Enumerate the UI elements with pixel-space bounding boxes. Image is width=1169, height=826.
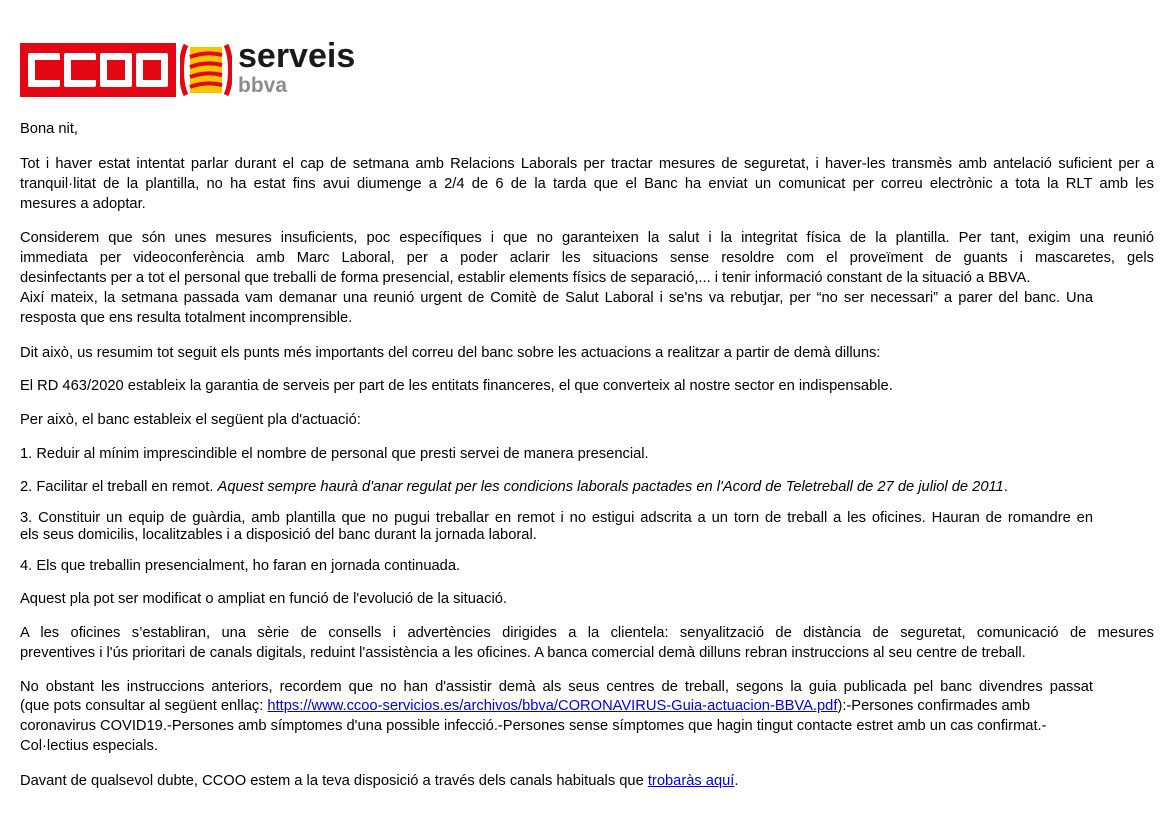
- paragraph-8-line-4: Col·lectius especials.: [20, 738, 158, 754]
- paragraph-5: Per això, el banc estableix el següent pla d'actuació:: [20, 412, 361, 428]
- list-item-3-line-2: els seus domicilis, localitzables i a disposició del banc durant la jornada laboral.: [20, 527, 537, 543]
- list-item-2-tail: .: [1003, 479, 1008, 495]
- paragraph-8-line-2-pre: (que pots consultar al següent enllaç:: [20, 698, 268, 714]
- list-item-4: 4. Els que treballin presencialment, ho faran en jornada continuada.: [20, 558, 461, 574]
- ccoo-serveis-bbva-logo: [20, 37, 365, 99]
- paragraph-4: El RD 463/2020 estableix la garantia de serveis per part de les entitats financeres, el que converteix al nostre sector en indispensable.: [20, 378, 893, 394]
- paragraph-8-line-2: [20, 697, 1030, 717]
- list-item-2-lead: 2. Facilitar el treball en remot.: [20, 479, 218, 495]
- paragraph-9-post: .: [734, 773, 739, 789]
- logo-letter-o: [136, 53, 168, 87]
- list-item-2: [20, 478, 1008, 498]
- paragraph-1-line-1: Tot i haver estat intentat parlar durant el cap de setmana amb Relacions Laborals per tractar mesures de seguretat, i haver-les transmès amb antelació suficient per a: [20, 156, 1154, 172]
- paragraph-2-line-1: Considerem que són unes mesures insuficients, poc específiques i que no garanteixen la salut i la integritat física de la plantilla. Per tant, exigim una reunió: [20, 230, 1154, 246]
- paragraph-8-line-3: coronavirus COVID19.-Persones amb símptomes d'una possible infecció.-Persones sense símptomes que hagin tingut contacte estret amb un cas confirmat.-: [20, 718, 1047, 734]
- paragraph-1-line-3: mesures a adoptar.: [20, 196, 146, 212]
- logo-letter-c: [28, 53, 60, 87]
- logo-bbva-text: bbva: [238, 74, 288, 97]
- paragraph-3: Dit això, us resumim tot seguit els punts més importants del correu del banc sobre les actuacions a realitzar a partir de demà dilluns:: [20, 345, 881, 361]
- paragraph-2-line-2: immediata per videoconferència amb Marc Laboral, per a poder aclarir les situacions sense resoldre com el proveïment de guants i mascaretes, gels: [20, 250, 1154, 266]
- contact-channels-link[interactable]: trobaràs aquí: [647, 773, 735, 789]
- paragraph-9: [20, 772, 739, 792]
- list-item-3-line-1: 3. Constituir un equip de guàrdia, amb plantilla que no pugui treballar en remot i no estigui adscrita a un torn de treball a les oficines. Hauran de romandre en: [20, 510, 1093, 526]
- logo-letter-o: [100, 53, 132, 87]
- paragraph-2-line-4: Així mateix, la setmana passada vam demanar una reunió urgent de Comitè de Salut Laboral i se'ns va rebutjar, per “no ser necessari” a parer del banc. Una: [20, 290, 1093, 306]
- paragraph-2-line-3: desinfectants per a tot el personal que treballi de forma presencial, establir elements físics de separació,... i tenir informació constant de la situació a BBVA.: [20, 270, 1031, 286]
- guide-pdf-link[interactable]: https://www.ccoo-servicios.es/archivos/bbva/CORONAVIRUS-Guia-actuacion-BBVA.pdf: [267, 698, 838, 714]
- paragraph-1-line-2: tranquil·litat de la plantilla, no ha estat fins avui diumenge a 2/4 de 6 de la tarda que el Banc ha enviat un comunicat per correu electrònic a tota la RLT amb les: [20, 176, 1154, 192]
- paragraph-8-line-2-post: ):-Persones confirmades amb: [837, 698, 1031, 714]
- list-item-2-italic: Aquest sempre haurà d'anar regulat per les condicions laborals pactades en l'Acord de Teletreball de 27 de juliol de 2011: [217, 479, 1004, 495]
- paragraph-6: Aquest pla pot ser modificat o ampliat en funció de l'evolució de la situació.: [20, 591, 507, 607]
- senyera-flag-icon: [180, 43, 232, 97]
- logo-serveis-text: serveis: [238, 37, 356, 75]
- greeting: Bona nit,: [20, 121, 78, 137]
- paragraph-2-line-5: resposta que ens resulta totalment incomprensible.: [20, 310, 353, 326]
- ccoo-logo-block: [20, 43, 176, 97]
- paragraph-8-line-1: No obstant les instruccions anteriors, recordem que no han d'assistir demà als seus centres de treball, segons la guia publicada pel banc divendres passat: [20, 679, 1093, 695]
- paragraph-7-line-2: preventives i l'ús prioritari de canals digitals, reduint l'assistència a les oficines. A banca comercial demà dilluns rebran instruccions al seu centre de treball.: [20, 645, 1026, 661]
- paragraph-9-pre: Davant de qualsevol dubte, CCOO estem a la teva disposició a través dels canals habituals que: [20, 773, 648, 789]
- list-item-1: 1. Reduir al mínim imprescindible el nombre de personal que presti servei de manera presencial.: [20, 446, 649, 462]
- paragraph-7-line-1: A les oficines s’establiran, una sèrie de consells i advertències dirigides a la clientela: senyalització de distància de seguretat, comunicació de mesures: [20, 625, 1154, 641]
- logo-letter-c: [64, 53, 96, 87]
